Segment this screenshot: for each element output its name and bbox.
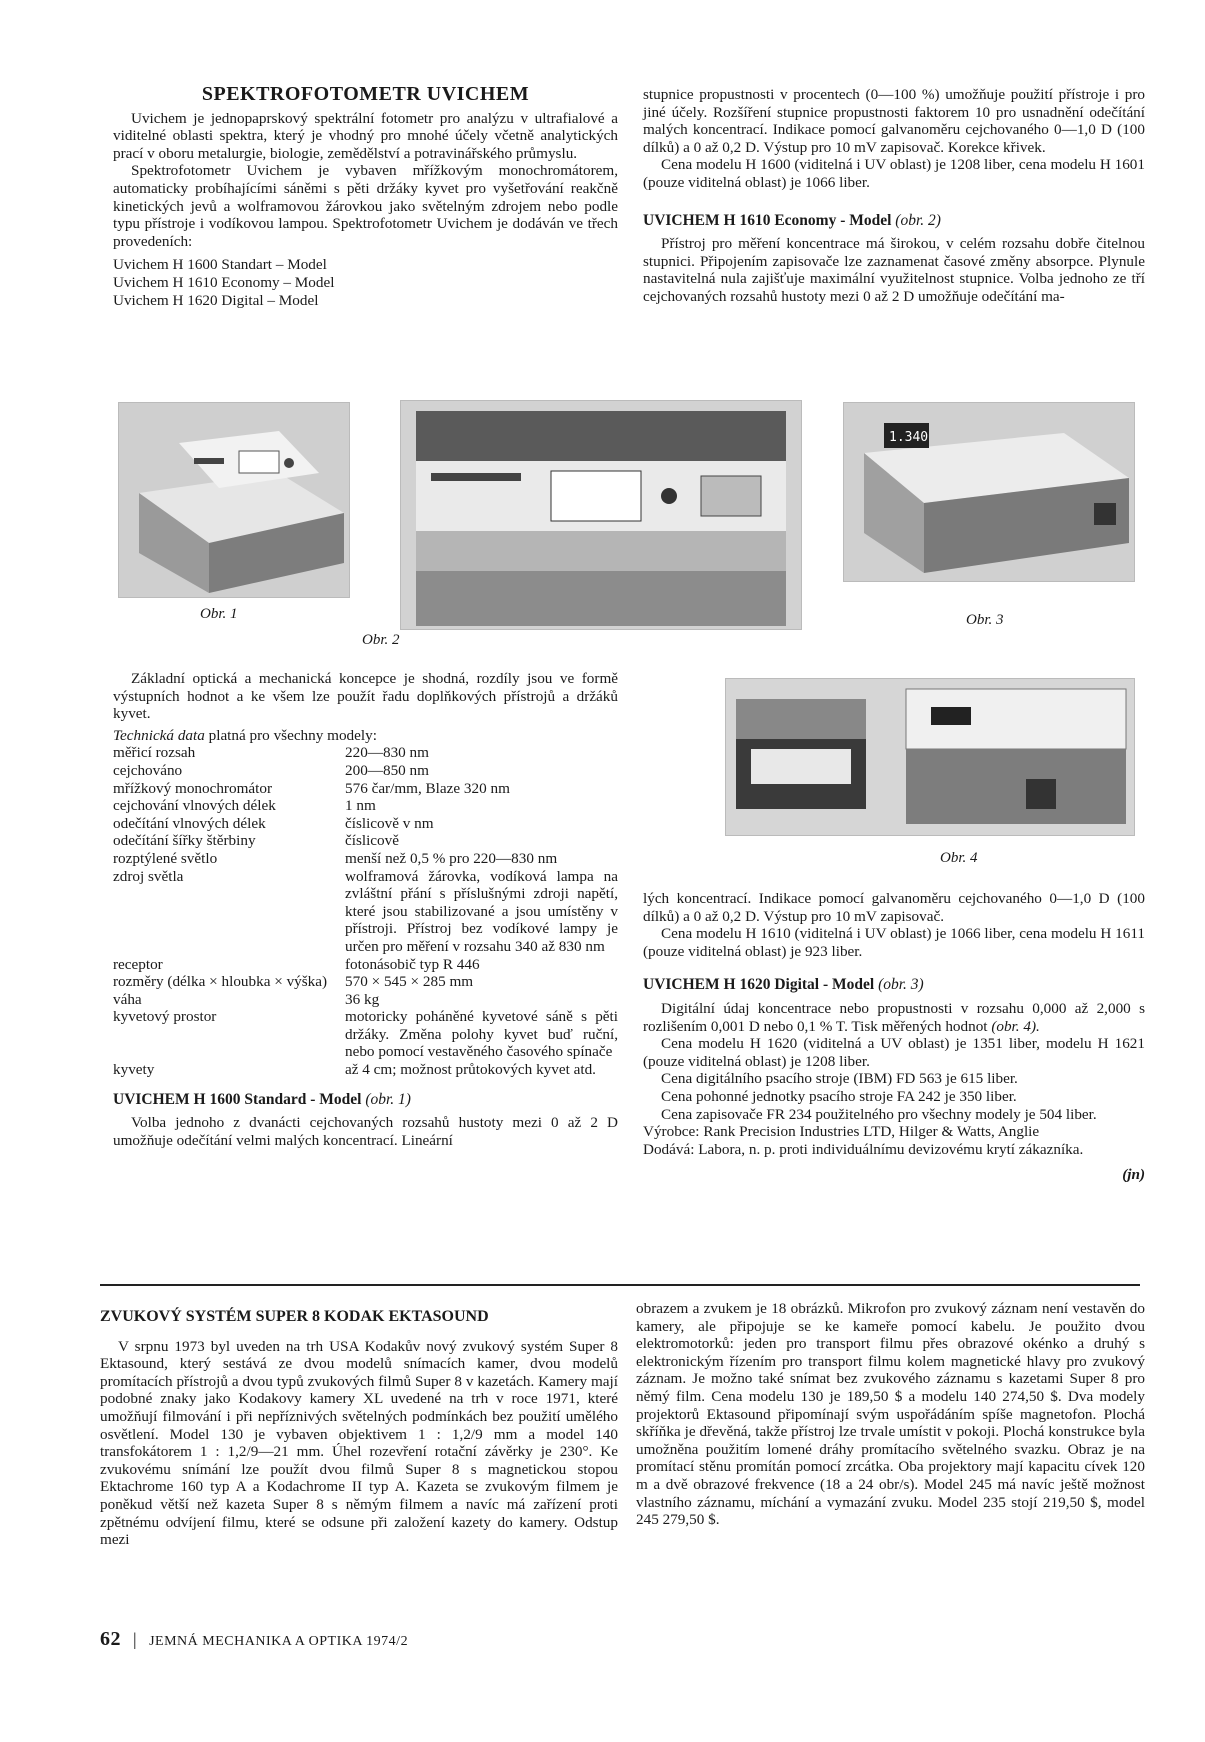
article-title: SPEKTROFOTOMETR UVICHEM (201, 83, 530, 105)
spec-value: fotonásobič typ R 446 (345, 955, 480, 973)
spec-value: 36 kg (345, 990, 380, 1008)
spec-value: až 4 cm; možnost průtokových kyvet atd. (345, 1061, 596, 1079)
tech-data-label: Technická data (113, 726, 205, 744)
spec-key: kyvetový prostor (113, 1008, 217, 1026)
page-footer (100, 1628, 408, 1651)
paragraph: Cena pohonné jednotky psacího stroje FA 242 je 350 liber. (661, 1087, 1017, 1105)
spec-key: měřicí rozsah (113, 744, 196, 762)
table-row (113, 1061, 618, 1079)
article2-right (636, 1300, 1145, 1529)
paragraph: Cena digitálního psacího stroje (IBM) FD 563 je 615 liber. (661, 1070, 1018, 1088)
paragraph: Cena zapisovače FR 234 použitelného pro všechny modely je 504 liber. (661, 1105, 1097, 1123)
spec-key: kyvety (113, 1061, 155, 1079)
tech-data-intro (113, 727, 618, 745)
paragraph: V srpnu 1973 byl uveden na trh USA Kodakův nový zvukový systém Super 8 Ektasound, který sestává ze dvou modelů snímacích kamer, dvou modelů promítacích přístrojů a dvou typů zvukových filmů Super 8 v kazetách. Kamery mají podobné znaky jako Kodakovy kamery XL uvedené na trh v roce 1971, které umožňují filmování i při nepříznivých světelných podmínkách bez použití umělého osvětlení. Model 130 je vybaven objektivem 1 : 1,2/9 mm a model 140 transfokátorem 1 : 1,2/9—21 mm. Úhel rozevření rotační závěrky je 230°. Ke zvukovému snímání lze použít dvou filmů Super 8 s magnetickou stopou Ektachrome 160 typ A a Kodachrome II typ A. Kazeta se zvukovým filmem je poněkud větší než kazeta Super 8 s němým filmem a navíc má zařízení proti zpětnému odvíjení filmu, které se odsune při založení kazety do kamery. Odstup mezi (100, 1337, 618, 1549)
spec-key: odečítání vlnových délek (113, 814, 266, 832)
spec-value: menší než 0,5 % pro 220—830 nm (345, 849, 558, 867)
photo-obr2 (400, 400, 802, 630)
caption-obr1: Obr. 1 (200, 606, 238, 622)
photo-obr4 (725, 678, 1135, 836)
table-row (113, 780, 618, 798)
section-heading-h1600 (113, 1091, 618, 1109)
section-heading-text: UVICHEM H 1600 Standard - Model (113, 1090, 362, 1108)
manufacturer-value: Rank Precision Industries LTD, Hilger & Watts, Anglie (703, 1123, 1040, 1141)
display-reading: 1.340 (889, 430, 929, 445)
spec-key: rozptýlené světlo (113, 849, 218, 867)
manufacturer (643, 1123, 1145, 1141)
supplier (643, 1141, 1145, 1159)
spec-value: číslicově (345, 832, 399, 850)
spectrophotometer-image (119, 403, 350, 598)
spec-key: receptor (113, 955, 163, 973)
section-divider (100, 1284, 1140, 1286)
figure-ref: (obr. 1) (365, 1090, 411, 1108)
list-item: Uvichem H 1600 Standart – Model (113, 256, 327, 274)
paragraph: Cena modelu H 1610 (viditelná i UV oblast) je 1066 liber, cena modelu H 1611 (pouze viditelná oblast) je 923 liber. (643, 925, 1145, 960)
spec-value: 1 nm (345, 797, 376, 815)
article2-left (100, 1308, 618, 1549)
table-row (113, 797, 618, 815)
table-row (113, 850, 618, 868)
paragraph (643, 1000, 1145, 1035)
supplier-label: Dodává: (643, 1140, 695, 1158)
spec-value: motoricky poháněné kyvetové sáně s pěti držáky. Změna polohy kyvet buď ruční, nebo pomocí vestavěného časového spínače (345, 1008, 618, 1061)
spec-value: 570 × 545 × 285 mm (345, 973, 474, 991)
spec-key: cejchování vlnových délek (113, 797, 276, 815)
spec-key: cejchováno (113, 761, 183, 779)
page-number: 62 (100, 1628, 121, 1650)
figure-ref: (obr. 3) (878, 976, 924, 994)
table-row (113, 762, 618, 780)
caption-obr4: Obr. 4 (940, 850, 978, 866)
spectrophotometer-image (844, 403, 1135, 582)
author-signature: (jn) (1122, 1166, 1145, 1184)
article-title: ZVUKOVÝ SYSTÉM SUPER 8 KODAK EKTASOUND (100, 1308, 489, 1325)
section-heading-text: UVICHEM H 1620 Digital - Model (643, 976, 875, 994)
manufacturer-label: Výrobce: (643, 1123, 700, 1141)
model-list (113, 256, 618, 309)
spectrophotometer-image (401, 401, 802, 630)
paragraph-text: Digitální údaj koncentrace nebo propustnosti v rozsahu 0,000 až 2,000 s rozlišením 0,001 D nebo 0,1 % T. Tisk měřených hodnot (643, 999, 1145, 1035)
list-item: Uvichem H 1610 Economy – Model (113, 273, 335, 291)
spec-value: číslicově v nm (345, 814, 434, 832)
section-heading-h1620 (643, 976, 1145, 994)
table-row (113, 868, 618, 956)
typewriter-and-spectrophotometer-image (726, 679, 1135, 836)
article1-left-bottom (113, 670, 618, 1149)
table-row (113, 832, 618, 850)
article1-left-top (113, 83, 618, 309)
article1-right-bottom (643, 890, 1145, 1184)
spec-value: wolframová žárovka, vodíková lampa na zvláštní přání s příslušnými zdroji napětí, které jsou stabilizované a jsou umístěny v přístroji. Přístroj bez vodíkové lampy je určen pro měření v rozsahu 340 až 830 nm (345, 867, 618, 955)
photo-obr3 (843, 402, 1135, 582)
list-item: Uvichem H 1620 Digital – Model (113, 291, 319, 309)
spec-value: 200—850 nm (345, 761, 429, 779)
paragraph: Cena modelu H 1620 (viditelná a UV oblast) je 1351 liber, modelu H 1621 (pouze viditelná oblast) je 1208 liber. (643, 1035, 1145, 1070)
caption-obr2: Obr. 2 (362, 632, 400, 648)
paragraph: Volba jednoho z dvanácti cejchovaných rozsahů hustoty mezi 0 až 2 D umožňuje odečítání velmi malých koncentrací. Lineární (113, 1114, 618, 1149)
figure-ref: (obr. 4). (991, 1017, 1040, 1035)
photo-obr1 (118, 402, 350, 598)
figure-ref: (obr. 2) (895, 211, 941, 229)
caption-obr3: Obr. 3 (966, 612, 1004, 628)
spec-key: váha (113, 990, 142, 1008)
spec-table (113, 744, 618, 1078)
paragraph: obrazem a zvukem je 18 obrázků. Mikrofon pro zvukový záznam není vestavěn do kamery, ale připojuje se ke kameře pomocí kabelu. Je použito dvou elektromotorků: jeden pro transport filmu přes obrazové okénko a druhý s elektronickým řízením pro transport filmu kolem magnetické hlavy pro zvukový záznam. Je možno také snímat bez zvukového záznamu s kazetami Super 8 pro němý film. Cena modelu 130 je 189,50 $ a modelu 140 274,50 $. Dva modely projektorů Ektasound připomínají svým uspořádáním spíše magnetofon. Plochá skříňka je dřevěná, takže přístroj lze trvale umístit v pokoji. Plochá konstrukce byla umožněna použitím lomené dráhy promítacího světelného svazku. Obraz je na promítací stěnu promítán pomocí zrcátka. Oba projektory mají kapacitu cívek 120 m a dvě obrazové frekvence (18 a 24 obr/s). Model 245 má navíc ještě možnost vlastního záznamu, míchání a vymazání zvuku. Model 235 stojí 219,50 $, model 245 279,50 $. (636, 1300, 1145, 1529)
footer-separator: | (133, 1629, 138, 1649)
table-row (113, 744, 618, 762)
paragraph: Přístroj pro měření koncentrace má širokou, v celém rozsahu dobře čitelnou stupnici. Připojením zapisovače lze zaznamenat časové změny absorpce. Plynule nastavitelná nula zajišťuje maximální využitelnost stupnice. Volba jednoho ze tří cejchovaných rozsahů hustoty mezi 0 až 2 D umožňuje odečítání ma- (643, 235, 1145, 305)
paragraph: Základní optická a mechanická koncepce je shodná, rozdíly jsou ve formě výstupních hodnot a ke všem lze použít řadu doplňkových přístrojů a držáků kyvet. (113, 670, 618, 723)
table-row (113, 973, 618, 991)
article1-right-top (643, 86, 1145, 306)
paragraph: lých koncentrací. Indikace pomocí galvanoměru cejchovaného 0—1,0 D (100 dílků) a 0 až 0,2 D. Výstup pro 10 mV zapisovač. (643, 890, 1145, 925)
paragraph: Uvichem je jednopaprskový spektrální fotometr pro analýzu v ultrafialové a viditelné oblasti spektra, který je vhodný pro mnohé účely včetně analytických prací v oboru metalurgie, biologie, zemědělství a potravinářského průmyslu. (113, 109, 618, 162)
supplier-value: Labora, n. p. proti individuálnímu devizovému krytí zákazníka. (698, 1140, 1084, 1158)
journal-name: JEMNÁ MECHANIKA A OPTIKA 1974/2 (149, 1634, 409, 1649)
table-row (113, 815, 618, 833)
section-heading-text: UVICHEM H 1610 Economy - Model (643, 211, 892, 229)
paragraph: stupnice propustnosti v procentech (0—100 %) umožňuje použití přístroje i pro jiné účely. Rozšíření stupnice propustnosti faktorem 10 pro usnadnění odečítání malých koncentrací. Indikace pomocí galvanoměru cejchovaného 0—1,0 D (100 dílků) a 0 až 0,2 D. Výstup pro 10 mV zapisovač. Korekce křivek. (643, 86, 1145, 156)
tech-data-label-rest: platná pro všechny modely: (204, 726, 377, 744)
paragraph: Cena modelu H 1600 (viditelná i UV oblast) je 1208 liber, cena modelu H 1601 (pouze viditelná oblast) je 1066 liber. (643, 156, 1145, 191)
section-heading-h1610 (643, 212, 1145, 230)
paragraph: Spektrofotometr Uvichem je vybaven mřížkovým monochromátorem, automaticky probíhajícími sáněmi s pěti držáky kyvet pro vyšetřování reakčně kinetických jevů a wolframovou žárovkou jako světelným zdrojem nebo podle typu přístroje i vodíkovou lampou. Spektrofotometr Uvichem je dodáván ve třech provedeních: (113, 162, 618, 250)
spec-key: odečítání šířky štěrbiny (113, 832, 256, 850)
spec-key: rozměry (délka × hloubka × výška) (113, 973, 328, 991)
spec-key: mřížkový monochromátor (113, 779, 273, 797)
spec-value: 220—830 nm (345, 744, 429, 762)
table-row (113, 956, 618, 974)
spec-value: 576 čar/mm, Blaze 320 nm (345, 779, 510, 797)
spec-key: zdroj světla (113, 867, 184, 885)
table-row (113, 991, 618, 1009)
table-row (113, 1008, 618, 1061)
